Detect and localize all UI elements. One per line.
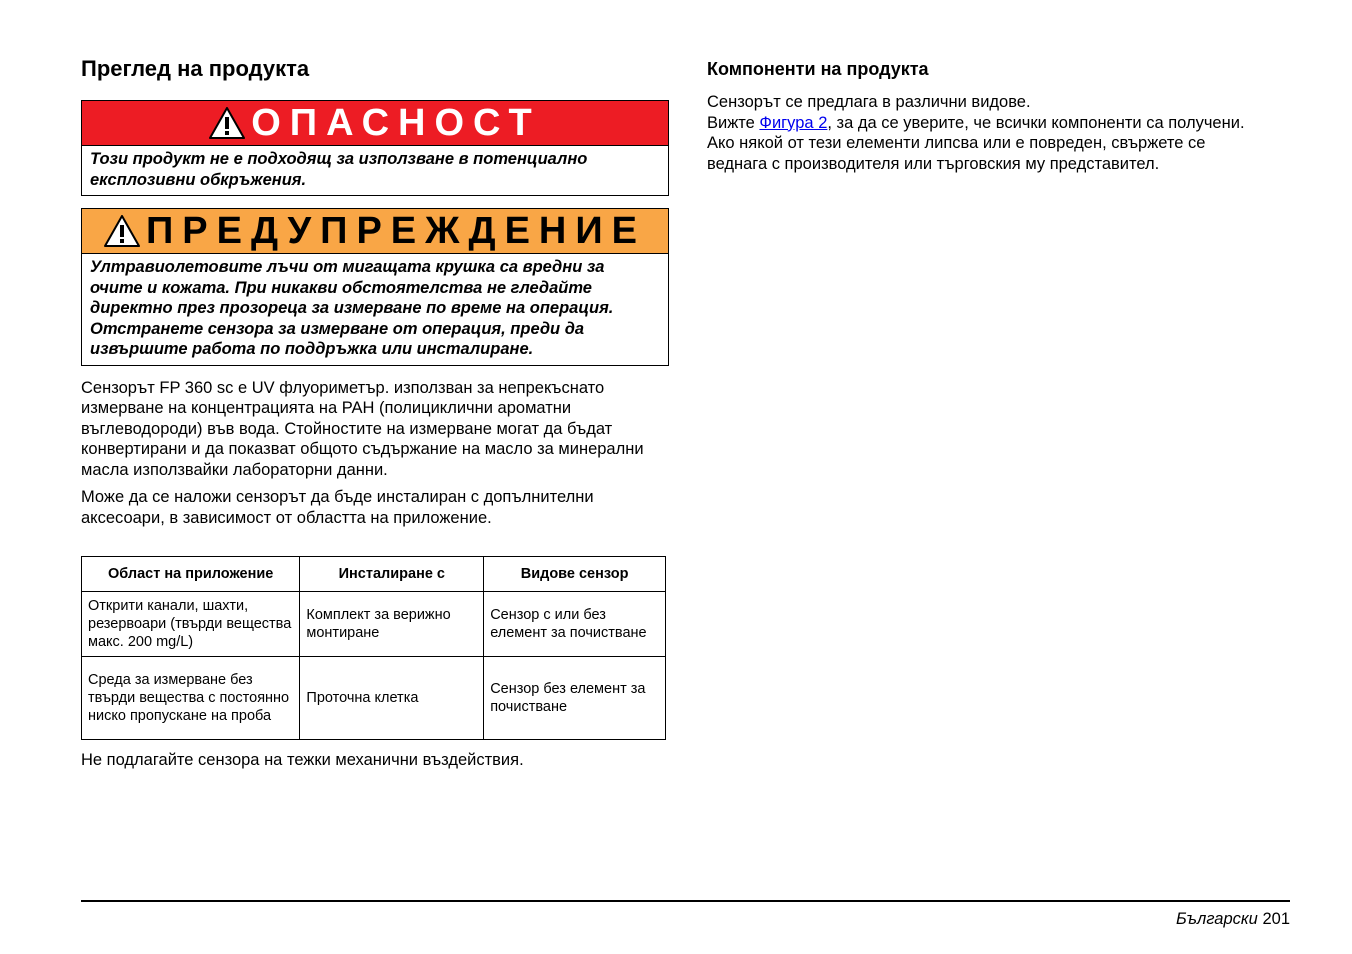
components-text <box>707 92 1267 174</box>
section-title: Преглед на продукта <box>81 56 310 81</box>
table-cell: Среда за измерване без твърди вещества с постоянно ниско пропускане на проба <box>82 657 300 740</box>
warning-label: ПРЕДУПРЕЖДЕНИЕ <box>145 209 647 252</box>
application-table <box>81 556 666 740</box>
table-row <box>82 592 666 657</box>
table-cell: Проточна клетка <box>300 657 484 740</box>
footer-divider <box>81 900 1290 902</box>
accessories-note: Може да се наложи сензорът да бъде инсталиран с допълнителни аксесоари, в зависимост от областта на приложение. <box>81 488 594 527</box>
table-header-row <box>82 557 666 592</box>
right-column <box>707 52 1267 174</box>
table-header-cell: Област на приложение <box>82 557 300 592</box>
warning-triangle-icon <box>104 215 140 247</box>
table-header-cell: Инсталиране с <box>300 557 484 592</box>
danger-label: ОПАСНОСТ <box>251 101 541 144</box>
danger-notice <box>81 100 669 196</box>
warning-triangle-icon <box>209 107 245 139</box>
see-prefix: Вижте <box>707 113 760 132</box>
table-cell: Комплект за верижно монтиране <box>300 592 484 657</box>
danger-text: Този продукт не е подходящ за използване в потенциално експлозивни обкръжения. <box>90 150 588 189</box>
sensor-types-line: Сензорът се предлага в различни видове. <box>707 93 1031 111</box>
table-header-cell: Видове сензор <box>484 557 666 592</box>
page-footer <box>1176 909 1290 929</box>
table-cell: Открити канали, шахти, резервоари (твърди вещества макс. 200 mg/L) <box>82 592 300 657</box>
table-cell: Сензор без елемент за почистване <box>484 657 666 740</box>
handling-caution: Не подлагайте сензора на тежки механични въздействия. <box>81 751 524 769</box>
table-row <box>82 657 666 740</box>
warning-text: Ултравиолетовите лъчи от мигащата крушка са вредни за очите и кожата. При никакви обстоятелства не гледайте директно през прозореца за измерване по време на операция. Отстранете сензора за измерване от операция, преди да извършите работа по поддръжка или инсталиране. <box>90 258 614 358</box>
danger-header <box>82 101 668 146</box>
left-column <box>81 52 669 771</box>
subsection-title: Компоненти на продукта <box>707 59 929 79</box>
warning-notice <box>81 208 669 366</box>
page-number: 201 <box>1262 910 1290 928</box>
warning-header <box>82 209 668 254</box>
figure-2-link[interactable]: Фигура 2 <box>759 113 828 132</box>
see-suffix: , за да се уверите, че всички компоненти са получени. Ако някой от тези елементи липсва или е повреден, свържете се веднага с производителя или търговския му представител. <box>707 113 1245 173</box>
footer-language: Български <box>1176 910 1258 928</box>
table-cell: Сензор с или без елемент за почистване <box>484 592 666 657</box>
product-description: Сензорът FP 360 sc е UV флуориметър. използван за непрекъснато измерване на концентрацията на PAH (полициклични ароматни въглеводороди) във вода. Стойностите на измерване могат да бъдат конвертирани и да показват общото съдържание на масло за минерални масла използвайки лабораторни данни. <box>81 378 644 479</box>
